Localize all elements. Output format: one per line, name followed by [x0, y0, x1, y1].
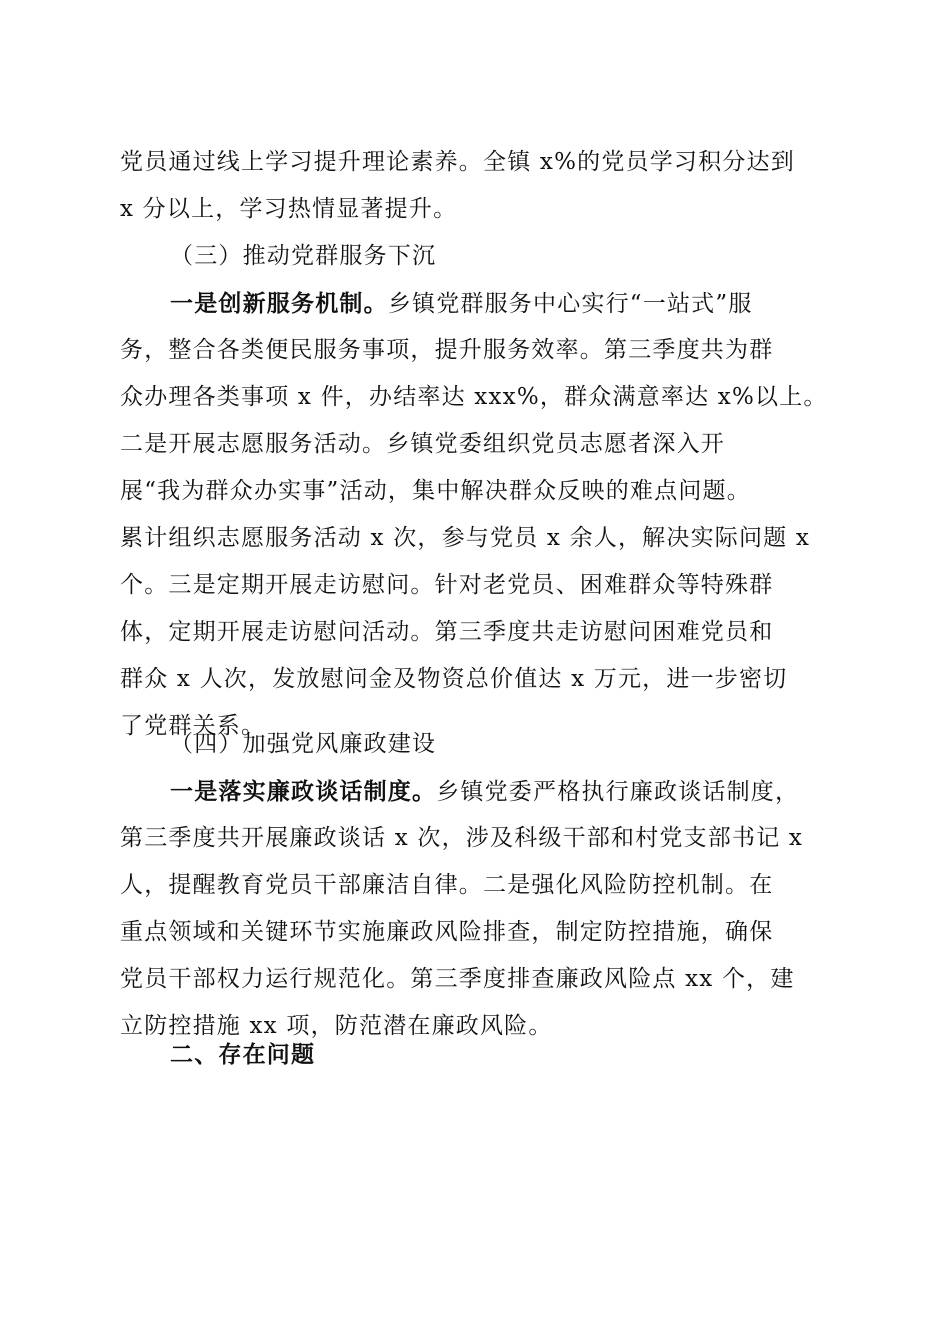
- text-line: 二是开展志愿服务活动。乡镇党委组织党员志愿者深入开: [120, 431, 725, 457]
- section-heading-3: [120, 233, 830, 280]
- text-line: 累计组织志愿服务活动 x 次，参与党员 x 余人，解决实际问题 x: [120, 525, 811, 551]
- text-line: 重点领域和关键环节实施廉政风险排查，制定防控措施，确保: [120, 919, 774, 945]
- text-line: 务，整合各类便民服务事项，提升服务效率。第三季度共为群: [120, 337, 774, 363]
- text-line: 立防控措施 xx 项，防范潜在廉政风险。: [120, 1013, 553, 1039]
- paragraph-integrity: [120, 768, 830, 1050]
- text-segment: 乡镇党群服务中心实行“一站式”服: [387, 291, 753, 317]
- paragraph-lead: 一是落实廉政谈话制度。: [170, 778, 437, 805]
- text-line: 了党群关系。: [120, 713, 266, 739]
- chapter-heading-2: [120, 1032, 830, 1079]
- text-segment: 乡镇党委严格执行廉政谈话制度，: [436, 779, 800, 805]
- section-heading-3-text: （三）推动党群服务下沉: [170, 243, 437, 269]
- text-line: 第三季度共开展廉政谈话 x 次，涉及科级干部和村党支部书记 x: [120, 825, 804, 851]
- chapter-heading-2-text: 二、存在问题: [170, 1042, 316, 1068]
- text-line: [120, 280, 830, 327]
- text-line: [120, 768, 830, 815]
- paragraph-lead: 一是创新服务机制。: [170, 290, 388, 317]
- text-line: 党员通过线上学习提升理论素养。全镇 x%的党员学习积分达到: [120, 149, 795, 175]
- paragraph-learning-continued: [120, 139, 830, 233]
- text-line: 体，定期开展走访慰问活动。第三季度共走访慰问困难党员和: [120, 619, 774, 645]
- section-heading-4: [120, 721, 830, 768]
- text-line: 个。三是定期开展走访慰问。针对老党员、困难群众等特殊群: [120, 572, 774, 598]
- text-line: 党员干部权力运行规范化。第三季度排查廉政风险点 xx 个，建: [120, 966, 795, 992]
- text-line: x 分以上，学习热情显著提升。: [120, 196, 458, 222]
- text-line: 展“我为群众办实事”活动，集中解决群众反映的难点问题。: [120, 478, 751, 504]
- section-heading-4-text: （四）加强党风廉政建设: [170, 731, 437, 757]
- text-line: 众办理各类事项 x 件，办结率达 xxx%，群众满意率达 x%以上。: [120, 384, 828, 410]
- paragraph-party-service: [120, 280, 830, 750]
- text-line: 群众 x 人次，发放慰问金及物资总价值达 x 万元，进一步密切: [120, 666, 788, 692]
- text-line: 人，提醒教育党员干部廉洁自律。二是强化风险防控机制。在: [120, 872, 774, 898]
